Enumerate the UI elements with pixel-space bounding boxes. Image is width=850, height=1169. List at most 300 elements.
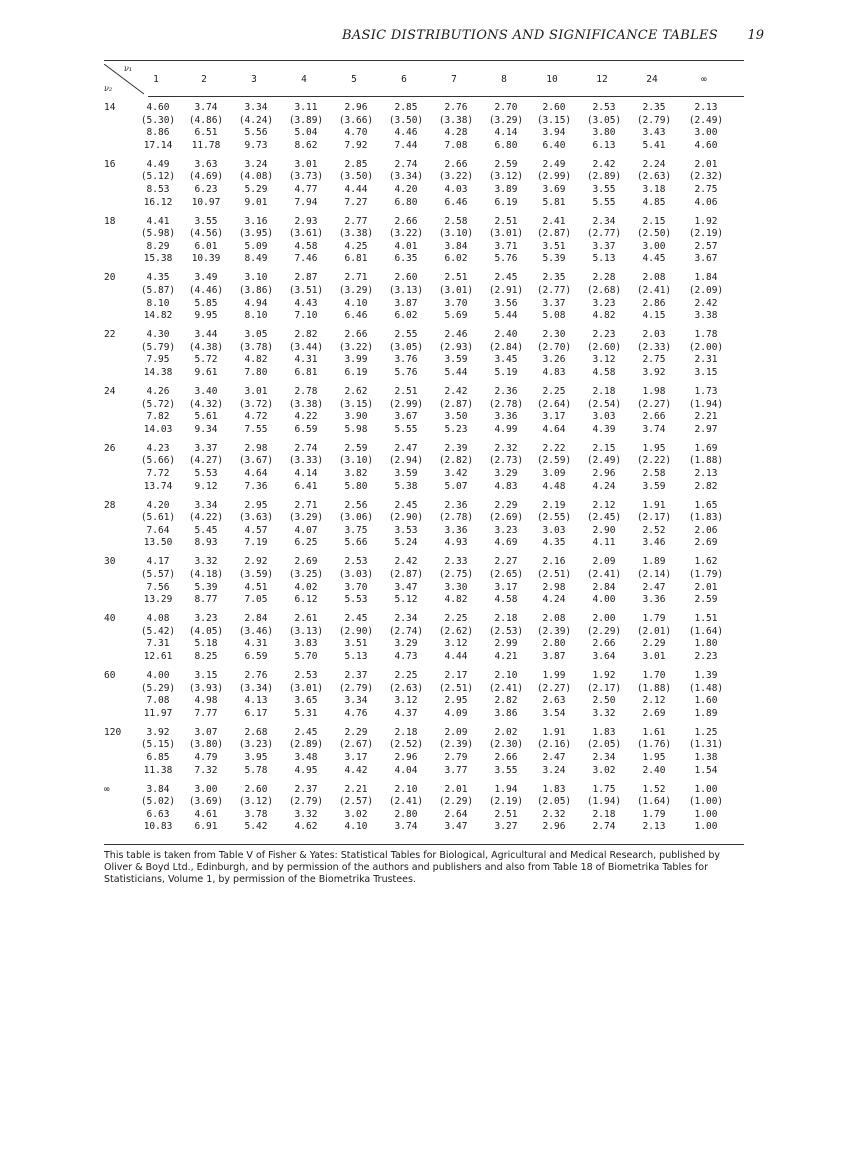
cell-value: 3.77	[444, 764, 468, 776]
cell-value: 6.59	[244, 650, 268, 662]
cell-value: 3.23	[194, 613, 218, 625]
cell-value: 3.99	[344, 354, 368, 366]
cell-value: 3.51	[344, 638, 368, 650]
column-header: ∞	[701, 74, 707, 85]
table-row-block	[104, 727, 744, 781]
cell-value: (2.49)	[586, 455, 622, 467]
table-row-block	[104, 216, 744, 270]
cell-value: (2.77)	[586, 228, 622, 240]
cell-value: 6.46	[344, 310, 368, 322]
cell-value: 7.27	[344, 196, 368, 208]
cell-value: 4.43	[294, 297, 318, 309]
table-cell	[532, 500, 576, 550]
cell-value: 3.47	[444, 821, 468, 833]
table-row-block	[104, 386, 744, 440]
cell-value: 4.64	[542, 423, 566, 435]
cell-value: (4.56)	[188, 228, 224, 240]
cell-value: 3.64	[592, 650, 616, 662]
cell-value: (2.17)	[586, 682, 622, 694]
cell-value: 8.53	[146, 183, 170, 195]
cell-value: 2.00	[592, 613, 616, 625]
cell-value: (3.93)	[188, 682, 224, 694]
cell-value: 4.95	[294, 764, 318, 776]
cell-value: 4.01	[394, 240, 418, 252]
cell-value: (2.00)	[688, 341, 724, 353]
cell-value: 9.34	[194, 423, 218, 435]
cell-value: (2.87)	[438, 398, 474, 410]
cell-value: 3.50	[444, 411, 468, 423]
cell-value: (1.48)	[688, 682, 724, 694]
table-cell	[384, 329, 428, 379]
table-cell	[284, 329, 328, 379]
cell-value: (2.51)	[438, 682, 474, 694]
cell-value: 2.25	[444, 613, 468, 625]
cell-value: (1.94)	[688, 398, 724, 410]
cell-value: 2.85	[344, 158, 368, 170]
table-cell	[334, 500, 378, 550]
cell-value: 3.55	[592, 183, 616, 195]
cell-value: (3.66)	[338, 114, 374, 126]
table-cell	[334, 556, 378, 606]
cell-value: 3.37	[194, 442, 218, 454]
cell-value: 3.37	[592, 240, 616, 252]
cell-value: 2.95	[244, 499, 268, 511]
cell-value: 2.32	[542, 808, 566, 820]
cell-value: 2.57	[694, 240, 718, 252]
cell-value: (2.41)	[586, 568, 622, 580]
cell-value: 1.92	[592, 670, 616, 681]
cell-value: 3.29	[494, 467, 518, 479]
cell-value: 3.89	[494, 183, 518, 195]
table-cell	[684, 102, 728, 152]
cell-value: 17.14	[143, 139, 173, 151]
table-cell	[284, 443, 328, 493]
cell-value: 5.42	[244, 821, 268, 833]
table-cell	[334, 443, 378, 493]
cell-value: (2.51)	[536, 568, 572, 580]
cell-value: 1.95	[642, 751, 666, 763]
table-cell	[284, 159, 328, 209]
cell-value: 6.01	[194, 240, 218, 252]
cell-value: (3.67)	[238, 455, 274, 467]
cell-value: 2.19	[542, 499, 566, 511]
cell-value: 4.64	[244, 467, 268, 479]
cell-value: (2.52)	[388, 739, 424, 751]
table-cell	[484, 159, 528, 209]
cell-value: 5.08	[542, 310, 566, 322]
table-cell	[334, 784, 378, 834]
table-cell	[334, 102, 378, 152]
table-cell	[184, 500, 228, 550]
cell-value: (2.05)	[586, 739, 622, 751]
cell-value: (2.75)	[438, 568, 474, 580]
cell-value: 2.49	[542, 158, 566, 170]
cell-value: 1.83	[592, 726, 616, 738]
cell-value: (5.61)	[140, 512, 176, 524]
cell-value: 4.49	[146, 158, 170, 170]
cell-value: (2.73)	[488, 455, 524, 467]
cell-value: (3.59)	[238, 568, 274, 580]
cell-value: (2.29)	[438, 796, 474, 808]
table-cell	[184, 159, 228, 209]
cell-value: 3.27	[494, 821, 518, 833]
cell-value: 2.45	[494, 272, 518, 284]
table-cell	[184, 386, 228, 436]
table-row-block	[104, 670, 744, 724]
cell-value: 6.80	[494, 139, 518, 151]
cell-value: 2.15	[642, 215, 666, 227]
cell-value: 9.01	[244, 196, 268, 208]
cell-value: 5.55	[394, 423, 418, 435]
cell-value: 2.71	[344, 272, 368, 284]
cell-value: 4.04	[394, 764, 418, 776]
cell-value: 7.95	[146, 354, 170, 366]
cell-value: (2.79)	[338, 682, 374, 694]
cell-value: (2.27)	[536, 682, 572, 694]
cell-value: 7.08	[146, 695, 170, 707]
cell-value: 1.39	[694, 670, 718, 681]
table-cell	[384, 613, 428, 663]
cell-value: 4.06	[694, 196, 718, 208]
cell-value: 3.36	[444, 524, 468, 536]
cell-value: 3.94	[542, 127, 566, 139]
row-nu2-label: 22	[104, 329, 116, 341]
cell-value: 5.85	[194, 297, 218, 309]
cell-value: 5.76	[394, 366, 418, 378]
table-cell	[582, 102, 626, 152]
cell-value: (2.82)	[438, 455, 474, 467]
table-cell	[632, 727, 676, 777]
table-cell	[582, 329, 626, 379]
cell-value: 4.35	[542, 537, 566, 549]
cell-value: 4.85	[642, 196, 666, 208]
table-cell	[484, 329, 528, 379]
table-cell	[632, 159, 676, 209]
cell-value: 2.96	[394, 751, 418, 763]
cell-value: 7.05	[244, 594, 268, 606]
cell-value: 4.60	[694, 139, 718, 151]
cell-value: 2.16	[542, 556, 566, 568]
cell-value: 3.12	[592, 354, 616, 366]
cell-value: 3.43	[642, 127, 666, 139]
cell-value: 8.29	[146, 240, 170, 252]
cell-value: 3.67	[394, 411, 418, 423]
table-row-block	[104, 443, 744, 497]
cell-value: 2.12	[642, 695, 666, 707]
cell-value: 2.39	[444, 442, 468, 454]
cell-value: 1.52	[642, 783, 666, 795]
cell-value: (3.22)	[338, 341, 374, 353]
cell-value: 4.31	[244, 638, 268, 650]
cell-value: (4.38)	[188, 341, 224, 353]
cell-value: 3.01	[642, 650, 666, 662]
cell-value: 2.95	[444, 695, 468, 707]
cell-value: 2.55	[394, 329, 418, 341]
cell-value: 3.51	[542, 240, 566, 252]
table-cell	[136, 556, 180, 606]
cell-value: 6.51	[194, 127, 218, 139]
cell-value: 4.57	[244, 524, 268, 536]
cell-value: 2.98	[542, 581, 566, 593]
table-cell	[234, 216, 278, 266]
column-header: 7	[451, 74, 457, 85]
row-nu2-label: ∞	[104, 783, 110, 795]
table-cell	[384, 272, 428, 322]
cell-value: 4.23	[146, 442, 170, 454]
cell-value: 4.15	[642, 310, 666, 322]
cell-value: 2.42	[694, 297, 718, 309]
cell-value: 4.82	[444, 594, 468, 606]
cell-value: 5.98	[344, 423, 368, 435]
cell-value: (2.63)	[636, 171, 672, 183]
cell-value: 4.79	[194, 751, 218, 763]
cell-value: (2.69)	[488, 512, 524, 524]
row-nu2-label: 18	[104, 215, 116, 227]
cell-value: 1.79	[642, 613, 666, 625]
table-cell	[532, 613, 576, 663]
cell-value: 4.00	[592, 594, 616, 606]
cell-value: 2.69	[694, 537, 718, 549]
table-cell	[434, 613, 478, 663]
cell-value: 6.19	[494, 196, 518, 208]
table-cell	[582, 670, 626, 720]
table-cell	[136, 500, 180, 550]
cell-value: 7.46	[294, 253, 318, 265]
table-cell	[384, 727, 428, 777]
cell-value: 6.12	[294, 594, 318, 606]
cell-value: (2.27)	[636, 398, 672, 410]
cell-value: 3.26	[542, 354, 566, 366]
cell-value: 7.94	[294, 196, 318, 208]
cell-value: 2.56	[344, 499, 368, 511]
table-cell	[484, 556, 528, 606]
cell-value: 2.60	[394, 272, 418, 284]
cell-value: 2.13	[694, 102, 718, 113]
cell-value: 3.32	[194, 556, 218, 568]
cell-value: 2.80	[542, 638, 566, 650]
cell-value: (2.54)	[586, 398, 622, 410]
cell-value: 4.94	[244, 297, 268, 309]
cell-value: (2.90)	[338, 625, 374, 637]
cell-value: (3.51)	[288, 284, 324, 296]
cell-value: 3.12	[394, 695, 418, 707]
cell-value: 4.03	[444, 183, 468, 195]
cell-value: 5.70	[294, 650, 318, 662]
cell-value: 3.37	[542, 297, 566, 309]
cell-value: (3.50)	[388, 114, 424, 126]
cell-value: 3.34	[194, 499, 218, 511]
cell-value: 3.00	[194, 783, 218, 795]
column-header: 5	[351, 74, 357, 85]
cell-value: 3.02	[592, 764, 616, 776]
cell-value: 2.47	[394, 442, 418, 454]
cell-value: 4.83	[542, 366, 566, 378]
cell-value: (2.99)	[388, 398, 424, 410]
cell-value: (3.29)	[488, 114, 524, 126]
cell-value: 2.35	[642, 102, 666, 113]
cell-value: 2.02	[494, 726, 518, 738]
cell-value: (2.70)	[536, 341, 572, 353]
cell-value: 2.51	[494, 808, 518, 820]
cell-value: 2.63	[542, 695, 566, 707]
cell-value: (1.64)	[636, 796, 672, 808]
cell-value: 4.31	[294, 354, 318, 366]
cell-value: 2.66	[592, 638, 616, 650]
cell-value: 2.60	[542, 102, 566, 113]
cell-value: 2.45	[344, 613, 368, 625]
cell-value: 3.90	[344, 411, 368, 423]
cell-value: 4.25	[344, 240, 368, 252]
cell-value: (3.10)	[338, 455, 374, 467]
row-nu2-label: 40	[104, 613, 116, 625]
cell-value: 2.92	[244, 556, 268, 568]
cell-value: 2.40	[494, 329, 518, 341]
cell-value: (4.32)	[188, 398, 224, 410]
table-row-block	[104, 102, 744, 156]
cell-value: 3.75	[344, 524, 368, 536]
cell-value: (2.32)	[688, 171, 724, 183]
cell-value: 1.84	[694, 272, 718, 284]
cell-value: 3.23	[494, 524, 518, 536]
cell-value: 2.01	[694, 158, 718, 170]
cell-value: 2.79	[444, 751, 468, 763]
cell-value: 2.21	[344, 783, 368, 795]
cell-value: 4.35	[146, 272, 170, 284]
cell-value: 3.49	[194, 272, 218, 284]
cell-value: 2.33	[444, 556, 468, 568]
cell-value: 6.91	[194, 821, 218, 833]
cell-value: (2.57)	[338, 796, 374, 808]
table-cell	[632, 386, 676, 436]
cell-value: 3.36	[494, 411, 518, 423]
cell-value: 4.20	[394, 183, 418, 195]
table-cell	[234, 784, 278, 834]
cell-value: 3.47	[394, 581, 418, 593]
table-row-block	[104, 500, 744, 554]
cell-value: (2.50)	[636, 228, 672, 240]
cell-value: (2.74)	[388, 625, 424, 637]
cell-value: 5.80	[344, 480, 368, 492]
cell-value: 6.81	[344, 253, 368, 265]
cell-value: 3.63	[194, 158, 218, 170]
table-cell	[532, 159, 576, 209]
cell-value: (2.84)	[488, 341, 524, 353]
cell-value: 11.38	[143, 764, 173, 776]
cell-value: (1.00)	[688, 796, 724, 808]
cell-value: 3.78	[244, 808, 268, 820]
cell-value: 4.45	[642, 253, 666, 265]
cell-value: 4.48	[542, 480, 566, 492]
cell-value: 4.58	[494, 594, 518, 606]
cell-value: (2.41)	[636, 284, 672, 296]
cell-value: 4.44	[344, 183, 368, 195]
table-cell	[434, 216, 478, 266]
cell-value: (2.39)	[438, 739, 474, 751]
cell-value: 7.56	[146, 581, 170, 593]
cell-value: (2.67)	[338, 739, 374, 751]
table-cell	[434, 784, 478, 834]
cell-value: 3.67	[694, 253, 718, 265]
cell-value: 3.69	[542, 183, 566, 195]
cell-value: 2.64	[444, 808, 468, 820]
cell-value: (3.72)	[238, 398, 274, 410]
table-cell	[582, 784, 626, 834]
cell-value: (3.86)	[238, 284, 274, 296]
column-header: 6	[401, 74, 407, 85]
table-cell	[484, 443, 528, 493]
cell-value: (3.63)	[238, 512, 274, 524]
cell-value: 9.12	[194, 480, 218, 492]
cell-value: 2.18	[592, 808, 616, 820]
cell-value: (5.98)	[140, 228, 176, 240]
cell-value: 8.10	[244, 310, 268, 322]
cell-value: 2.36	[444, 499, 468, 511]
cell-value: 4.13	[244, 695, 268, 707]
table-cell	[284, 727, 328, 777]
cell-value: (2.94)	[388, 455, 424, 467]
cell-value: 2.69	[294, 556, 318, 568]
table-cell	[532, 329, 576, 379]
table-cell	[582, 556, 626, 606]
table-cell	[532, 670, 576, 720]
cell-value: (3.22)	[388, 228, 424, 240]
cell-value: 2.23	[592, 329, 616, 341]
cell-value: 2.30	[542, 329, 566, 341]
cell-value: 1.95	[642, 442, 666, 454]
cell-value: (2.59)	[536, 455, 572, 467]
cell-value: 5.39	[542, 253, 566, 265]
cell-value: 2.76	[244, 670, 268, 681]
cell-value: 5.07	[444, 480, 468, 492]
cell-value: 4.82	[592, 310, 616, 322]
cell-value: 2.58	[444, 215, 468, 227]
cell-value: 2.75	[694, 183, 718, 195]
cell-value: 2.25	[542, 386, 566, 397]
cell-value: 6.02	[444, 253, 468, 265]
cell-value: 9.61	[194, 366, 218, 378]
cell-value: 1.80	[694, 638, 718, 650]
cell-value: (4.05)	[188, 625, 224, 637]
cell-value: 5.45	[194, 524, 218, 536]
table-cell	[284, 386, 328, 436]
cell-value: 2.99	[494, 638, 518, 650]
cell-value: 3.48	[294, 751, 318, 763]
cell-value: 7.82	[146, 411, 170, 423]
cell-value: (2.64)	[536, 398, 572, 410]
cell-value: (2.93)	[438, 341, 474, 353]
table-cell	[384, 102, 428, 152]
table-cell	[234, 727, 278, 777]
cell-value: 3.17	[494, 581, 518, 593]
table-cell	[684, 613, 728, 663]
cell-value: 5.13	[592, 253, 616, 265]
table-cell	[136, 329, 180, 379]
cell-value: 3.46	[642, 537, 666, 549]
cell-value: (5.66)	[140, 455, 176, 467]
table-cell	[136, 784, 180, 834]
cell-value: 3.84	[444, 240, 468, 252]
cell-value: 3.71	[494, 240, 518, 252]
cell-value: 2.32	[494, 442, 518, 454]
cell-value: (2.19)	[488, 796, 524, 808]
cell-value: 8.93	[194, 537, 218, 549]
cell-value: 2.74	[592, 821, 616, 833]
cell-value: 3.38	[694, 310, 718, 322]
cell-value: (3.05)	[586, 114, 622, 126]
cell-value: (5.42)	[140, 625, 176, 637]
cell-value: 2.15	[592, 442, 616, 454]
cell-value: (2.87)	[388, 568, 424, 580]
